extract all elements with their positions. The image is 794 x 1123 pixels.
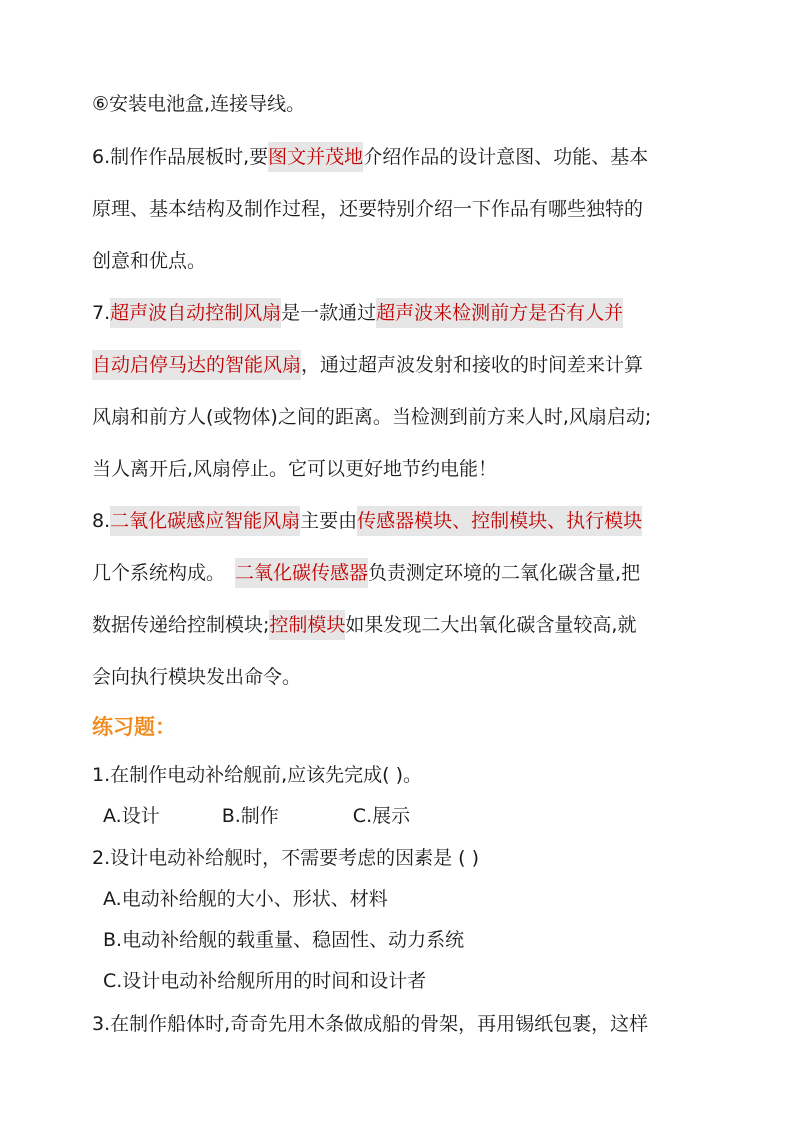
item-8-line-4: 会向执行模块发出命令。 (92, 666, 302, 688)
question-1: 1.在制作电动补给舰前,应该先完成( )。 (92, 764, 423, 786)
highlight-illustrated: 图文并茂地 (268, 142, 363, 172)
highlight-co2-fan: 二氧化碳感应智能风扇 (110, 506, 300, 536)
q1-option-a: A.设计 (103, 805, 160, 827)
q1-option-c: C.展示 (352, 805, 411, 827)
highlight-auto-motor: 自动启停马达的智能风扇 (92, 350, 301, 380)
item-6-line-3: 创意和优点。 (92, 250, 207, 272)
question-3: 3.在制作船体时,奇奇先用木条做成船的骨架，再用锡纸包裹，这样 (92, 1013, 649, 1035)
exercises-heading: 练习题： (92, 715, 176, 739)
item-8-text-3b: 如果发现二大出氧化碳含量较高,就 (345, 614, 637, 636)
step-6: ⑥安装电池盒,连接导线。 (92, 93, 306, 115)
question-1-options (103, 803, 410, 829)
item-8-text-3: 数据传递给控制模块; (92, 614, 270, 636)
highlight-control-module: 控制模块 (269, 610, 345, 640)
item-7-line-3: 风扇和前方人(或物体)之间的距离。当检测到前方来人时,风扇启动; (92, 406, 652, 428)
item-7-text-cont: ，通过超声波发射和接收的时间差来计算 (301, 354, 644, 376)
item-7-number: 7. (92, 302, 111, 324)
item-8-text: 主要由 (300, 510, 358, 532)
highlight-ultrasonic-detect: 超声波来检测前方是否有人并 (376, 298, 623, 328)
item-8-text-2: 几个系统构成。 (92, 562, 226, 584)
item-6-text-cont: 介绍作品的设计意图、功能、基本 (363, 146, 649, 168)
question-2: 2.设计电动补给舰时，不需要考虑的因素是 ( ) (92, 847, 480, 869)
item-7-line-1 (92, 300, 623, 326)
q2-option-c: C.设计电动补给舰所用的时间和设计者 (103, 970, 427, 992)
item-8-text-2b: 负责测定环境的二氧化碳含量,把 (368, 562, 641, 584)
q2-option-b: B.电动补给舰的载重量、稳固性、动力系统 (103, 929, 465, 951)
item-7-text: 是一款通过 (281, 302, 377, 324)
item-8-number: 8. (92, 510, 111, 532)
item-8-line-2 (92, 560, 640, 586)
highlight-co2-sensor: 二氧化碳传感器 (235, 558, 368, 588)
item-6-line-1 (92, 144, 648, 170)
item-7-line-2 (92, 352, 643, 378)
q1-option-b: B.制作 (221, 805, 279, 827)
item-6-line-2: 原理、基本结构及制作过程，还要特别介绍一下作品有哪些独特的 (92, 198, 644, 220)
item-6-text: 6.制作作品展板时,要 (92, 146, 269, 168)
highlight-ultrasonic-fan: 超声波自动控制风扇 (110, 298, 281, 328)
item-7-line-4: 当人离开后,风扇停止。它可以更好地节约电能！ (92, 458, 498, 480)
highlight-modules: 传感器模块、控制模块、执行模块 (357, 506, 642, 536)
item-8-line-3 (92, 612, 636, 638)
item-8-line-1 (92, 508, 642, 534)
q2-option-a: A.电动补给舰的大小、形状、材料 (103, 888, 388, 910)
